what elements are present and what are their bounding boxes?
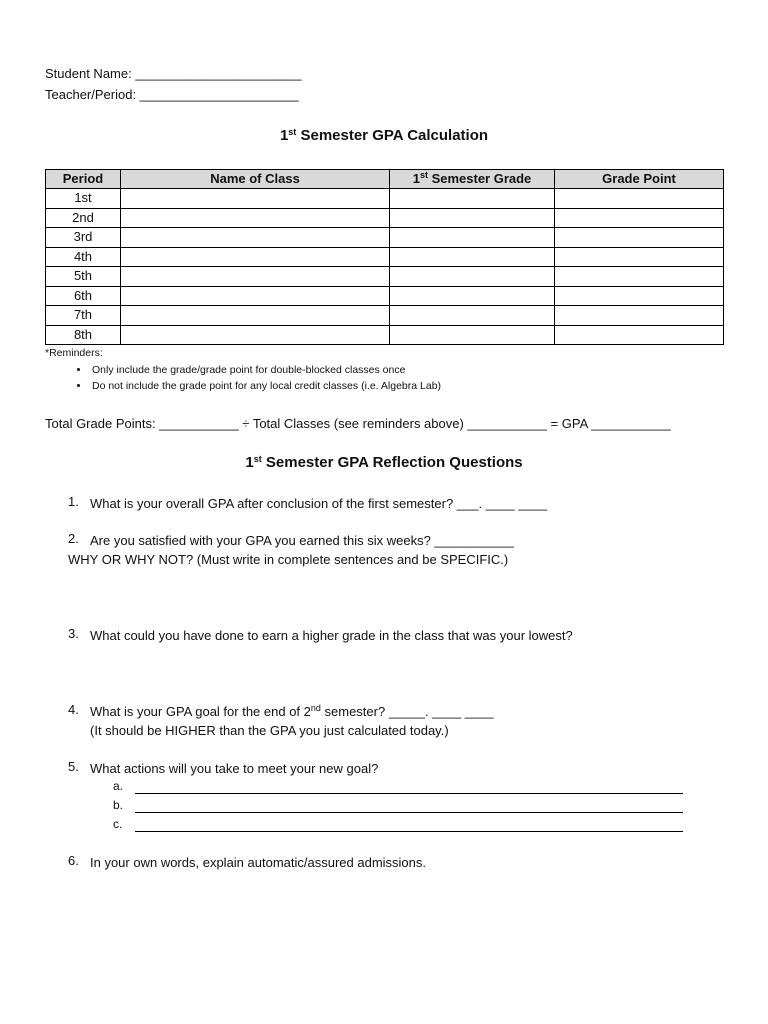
col-header-grade: 1st Semester Grade — [390, 170, 555, 189]
grade-cell[interactable] — [390, 325, 555, 345]
question-number: 1. — [68, 494, 79, 509]
grade-point-cell[interactable] — [555, 286, 724, 306]
class-cell[interactable] — [121, 286, 390, 306]
answer-line-a[interactable] — [135, 793, 683, 794]
grade-point-cell[interactable] — [555, 267, 724, 287]
question-2-subtext: WHY OR WHY NOT? (Must write in complete sentences and be SPECIFIC.) — [68, 552, 509, 567]
grade-point-cell[interactable] — [555, 228, 724, 248]
class-cell[interactable] — [121, 325, 390, 345]
question-5-text: What actions will you take to meet your new goal? — [90, 761, 379, 776]
total-gpa-formula: Total Grade Points: ___________ ÷ Total Classes (see reminders above) ___________ = GPA ___________ — [45, 416, 671, 431]
table-row — [46, 267, 724, 287]
question-number: 5. — [68, 759, 79, 774]
grade-point-cell[interactable] — [555, 325, 724, 345]
teacher-period-label: Teacher/Period: ______________________ — [45, 87, 299, 102]
question-number: 3. — [68, 626, 79, 641]
question-number: 2. — [68, 531, 79, 546]
col-header-class: Name of Class — [121, 170, 390, 189]
grade-cell[interactable] — [390, 228, 555, 248]
grade-cell[interactable] — [390, 247, 555, 267]
grade-point-cell[interactable] — [555, 208, 724, 228]
question-3-text: What could you have done to earn a higher grade in the class that was your lowest? — [90, 628, 573, 643]
question-number: 4. — [68, 702, 79, 717]
table-row — [46, 286, 724, 306]
answer-line-b[interactable] — [135, 812, 683, 813]
class-cell[interactable] — [121, 208, 390, 228]
reflection-title: 1st Semester GPA Reflection Questions — [245, 454, 523, 471]
reminders-list — [68, 362, 441, 394]
class-cell[interactable] — [121, 189, 390, 209]
reminders-heading: *Reminders: — [45, 347, 103, 359]
period-cell: 5th — [46, 267, 121, 287]
table-row — [46, 228, 724, 248]
grades-table — [45, 169, 724, 345]
gpa-calculation-title: 1st Semester GPA Calculation — [279, 127, 489, 144]
question-4-subtext: (It should be HIGHER than the GPA you just calculated today.) — [90, 723, 449, 738]
question-1-text: What is your overall GPA after conclusion of the first semester? ___. ____ ____ — [90, 496, 548, 511]
period-cell: 6th — [46, 286, 121, 306]
table-row — [46, 325, 724, 345]
class-cell[interactable] — [121, 247, 390, 267]
class-cell[interactable] — [121, 267, 390, 287]
col-header-period: Period — [46, 170, 121, 189]
student-name-label: Student Name: _______________________ — [45, 66, 302, 81]
grade-cell[interactable] — [390, 189, 555, 209]
col-header-grade-point: Grade Point — [555, 170, 724, 189]
question-6-text: In your own words, explain automatic/assured admissions. — [90, 855, 426, 870]
period-cell: 2nd — [46, 208, 121, 228]
grade-point-cell[interactable] — [555, 189, 724, 209]
table-row — [46, 247, 724, 267]
question-2-text: Are you satisfied with your GPA you earned this six weeks? ___________ — [90, 533, 514, 548]
period-cell: 8th — [46, 325, 121, 345]
option-letter: b. — [113, 798, 124, 812]
reminder-item: • Only include the grade/grade point for double-blocked classes once — [90, 362, 441, 378]
table-row — [46, 189, 724, 209]
question-number: 6. — [68, 853, 79, 868]
period-cell: 1st — [46, 189, 121, 209]
grade-point-cell[interactable] — [555, 306, 724, 326]
option-letter: a. — [113, 779, 124, 793]
grade-cell[interactable] — [390, 306, 555, 326]
answer-line-c[interactable] — [135, 831, 683, 832]
period-cell: 4th — [46, 247, 121, 267]
grade-cell[interactable] — [390, 267, 555, 287]
class-cell[interactable] — [121, 228, 390, 248]
grade-cell[interactable] — [390, 286, 555, 306]
period-cell: 3rd — [46, 228, 121, 248]
grade-point-cell[interactable] — [555, 247, 724, 267]
reminder-item: • Do not include the grade point for any local credit classes (i.e. Algebra Lab) — [90, 378, 441, 394]
class-cell[interactable] — [121, 306, 390, 326]
table-row — [46, 306, 724, 326]
grade-cell[interactable] — [390, 208, 555, 228]
option-letter: c. — [113, 817, 123, 831]
question-4-text: What is your GPA goal for the end of 2nd semester? _____. ____ ____ — [90, 703, 494, 719]
period-cell: 7th — [46, 306, 121, 326]
table-header-row — [46, 170, 724, 189]
table-row — [46, 208, 724, 228]
